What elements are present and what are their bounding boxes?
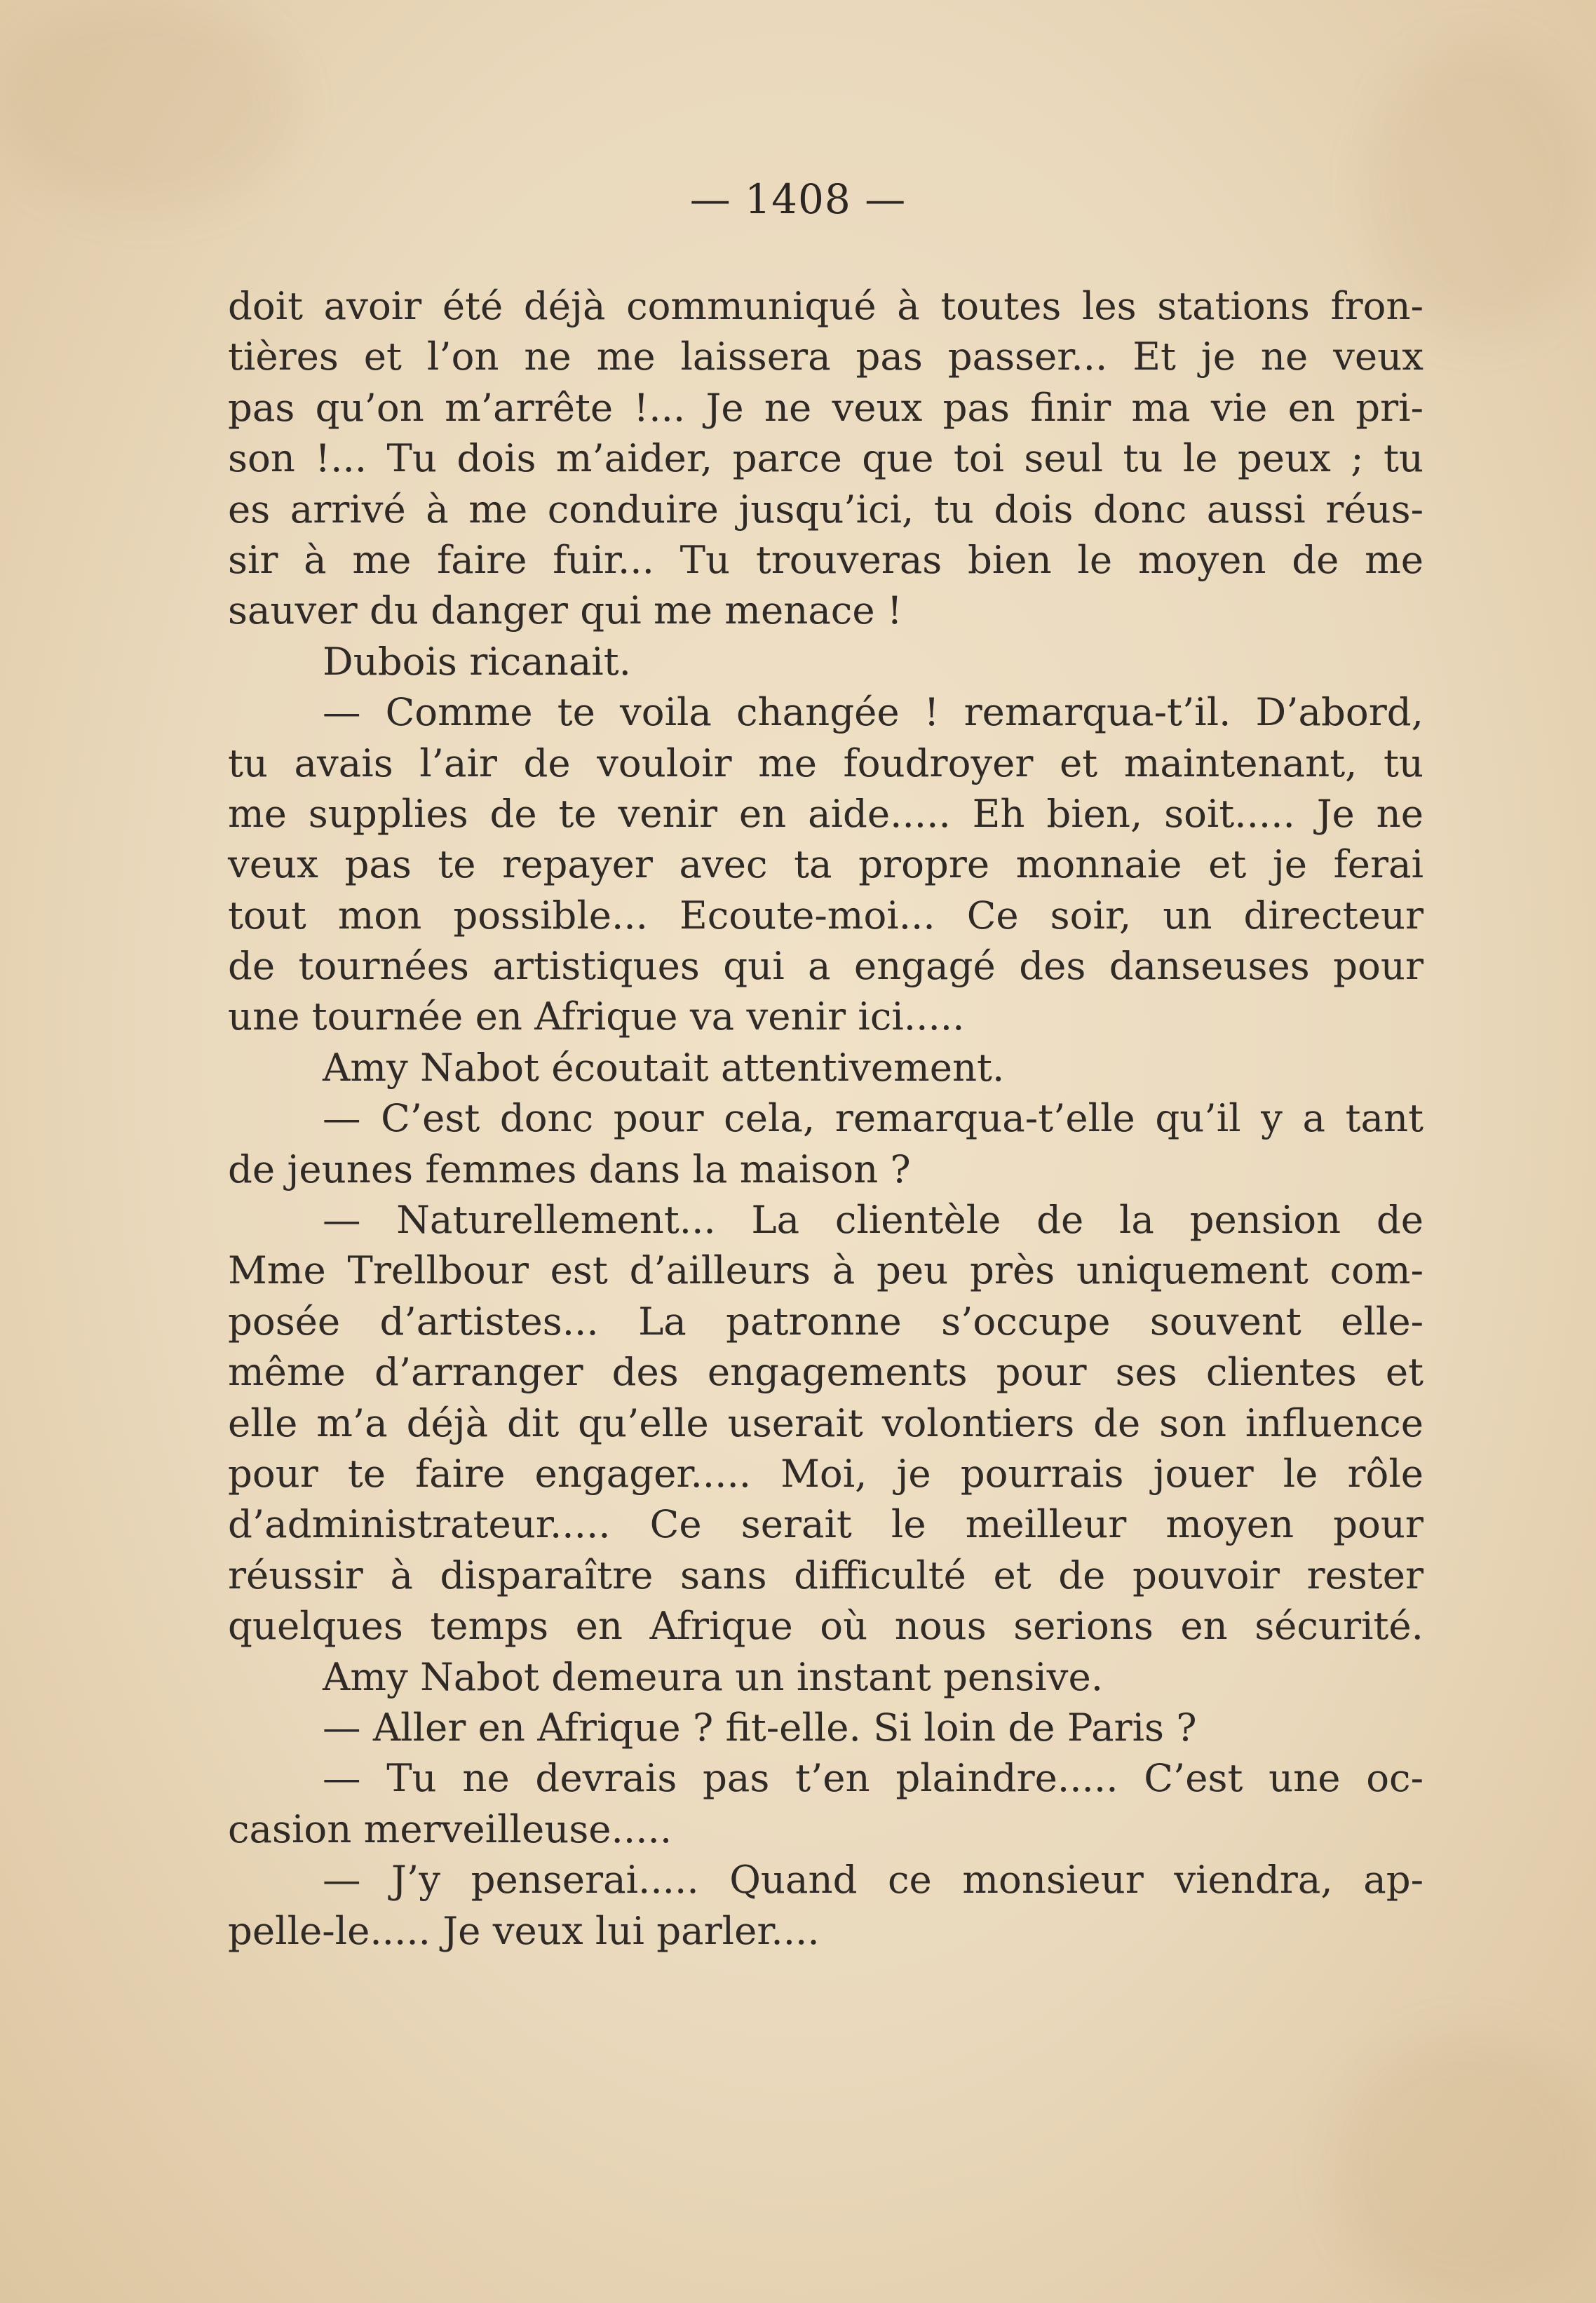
body-text bbox=[228, 281, 1423, 1956]
text-line: — J’y penserai..... Quand ce monsieur viendra, ap- bbox=[323, 1857, 1423, 1903]
text-line: une tournée en Afrique va venir ici..... bbox=[228, 994, 965, 1039]
paper-stain bbox=[1332, 2034, 1596, 2300]
text-line: même d’arranger des engagements pour ses clientes et bbox=[228, 1349, 1423, 1395]
text-line: sauver du danger qui me menace ! bbox=[228, 588, 902, 633]
text-line: casion merveilleuse..... bbox=[228, 1806, 672, 1851]
text-line: pelle-le..... Je veux lui parler.... bbox=[228, 1907, 820, 1953]
text-line: de jeunes femmes dans la maison ? bbox=[228, 1146, 911, 1191]
text-line: quelques temps en Afrique où nous serions en sécurité. bbox=[228, 1603, 1423, 1649]
text-line: elle m’a déjà dit qu’elle userait volontiers de son influence bbox=[228, 1400, 1423, 1445]
text-line: es arrivé à me conduire jusqu’ici, tu dois donc aussi réus- bbox=[228, 486, 1423, 532]
text-line: me supplies de te venir en aide..... Eh bien, soit..... Je ne bbox=[228, 790, 1423, 836]
text-line: réussir à disparaître sans difficulté et de pouvoir rester bbox=[228, 1552, 1423, 1598]
text-line: sir à me faire fuir... Tu trouveras bien le moyen de me bbox=[228, 536, 1423, 582]
text-line: tu avais l’air de vouloir me foudroyer et maintenant, tu bbox=[228, 740, 1423, 785]
text-line: — Comme te voila changée ! remarqua-t’il. D’abord, bbox=[323, 689, 1423, 735]
text-line: tières et l’on ne me laissera pas passer... Et je ne veux bbox=[228, 334, 1423, 379]
text-line: de tournées artistiques qui a engagé des danseuses pour bbox=[228, 943, 1423, 989]
text-line: — Naturellement... La clientèle de la pension de bbox=[323, 1197, 1423, 1243]
text-line: — Tu ne devrais pas t’en plaindre..... C’est une oc- bbox=[323, 1755, 1423, 1801]
text-line: doit avoir été déjà communiqué à toutes les stations fron- bbox=[228, 283, 1423, 328]
text-line: — Aller en Afrique ? fit-elle. Si loin de Paris ? bbox=[323, 1704, 1197, 1750]
text-line: tout mon possible... Ecoute-moi... Ce soir, un directeur bbox=[228, 892, 1423, 938]
text-line: son !... Tu dois m’aider, parce que toi seul tu le peux ; tu bbox=[228, 435, 1423, 481]
text-line: — C’est donc pour cela, remarqua-t’elle qu’il y a tant bbox=[323, 1095, 1423, 1141]
text-line: Amy Nabot écoutait attentivement. bbox=[323, 1044, 1005, 1090]
text-line: d’administrateur..... Ce serait le meilleur moyen pour bbox=[228, 1501, 1423, 1547]
text-line: Dubois ricanait. bbox=[323, 638, 631, 684]
text-line: pas qu’on m’arrête !... Je ne veux pas finir ma vie en pri- bbox=[228, 384, 1423, 430]
text-line: pour te faire engager..... Moi, je pourrais jouer le rôle bbox=[228, 1450, 1423, 1496]
text-line: Mme Trellbour est d’ailleurs à peu près uniquement com- bbox=[228, 1248, 1423, 1293]
page-number: — 1408 — bbox=[689, 175, 907, 223]
text-line: veux pas te repayer avec ta propre monnaie et je ferai bbox=[228, 842, 1423, 887]
text-line: Amy Nabot demeura un instant pensive. bbox=[323, 1654, 1104, 1699]
text-line: posée d’artistes... La patronne s’occupe souvent elle- bbox=[228, 1298, 1423, 1344]
